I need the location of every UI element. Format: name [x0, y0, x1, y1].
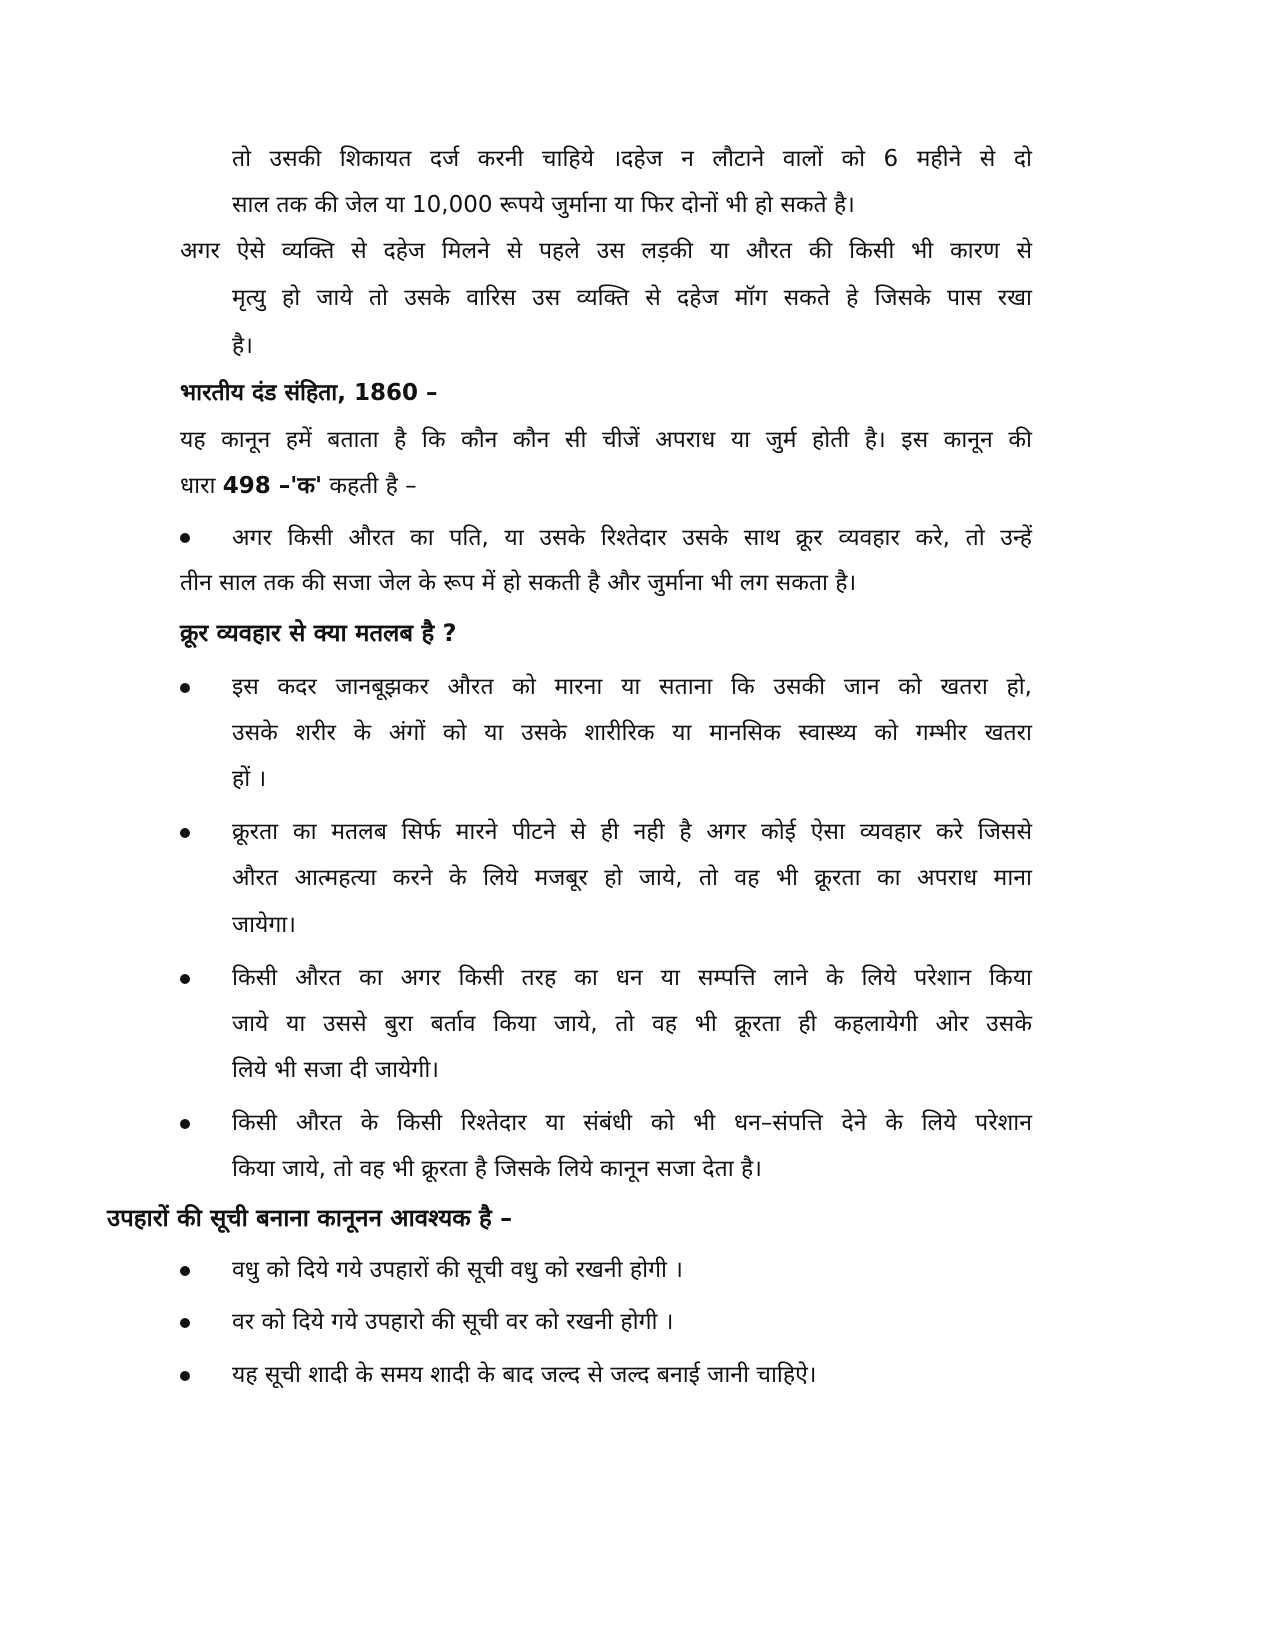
ipc-bullet-line-2: तीन साल तक की सजा जेल के रूप में हो सकती है और जुर्माना भी लग सकता है। — [180, 570, 857, 596]
gifts-item-2: वर को दिये गये उपहारो की सूची वर को रखनी होगी । — [232, 1309, 674, 1335]
cruelty-item-2-line-3: जायेगा। — [232, 912, 296, 938]
cruelty-item-2-line-1: क्रूरता का मतलब सिर्फ मारने पीटने से ही नही है अगर कोई ऐसा व्यवहार करे जिससे — [232, 819, 1032, 845]
gifts-item-3: यह सूची शादी के समय शादी के बाद जल्द से जल्द बनाई जानी चाहिऐ। — [232, 1362, 817, 1388]
ipc-para-suffix: कहती है – — [322, 473, 417, 499]
ipc-paragraph-line-2 — [180, 471, 417, 501]
bullet-icon — [180, 974, 190, 984]
cruelty-item-2-line-2: औरत आत्महत्या करने के लिये मजबूर हो जाये, तो वह भी क्रूरता का अपराध माना — [232, 865, 1032, 891]
ipc-para-prefix: धारा — [180, 473, 223, 499]
cruelty-item-1-line-1: इस कदर जानबूझकर औरत को मारना या सताना कि उसकी जान को खतरा हो, — [232, 674, 1032, 700]
bullet-icon — [180, 683, 190, 693]
ipc-bullet-line-1: अगर किसी औरत का पति, या उसके रिश्तेदार उसके साथ क्रूर व्यवहार करे, तो उन्हें — [232, 525, 1032, 551]
cruelty-heading: क्रूर व्यवहार से क्या मतलब है ? — [180, 619, 457, 647]
cruelty-item-1-line-3: हों । — [232, 766, 267, 792]
cruelty-item-3-line-1: किसी औरत का अगर किसी तरह का धन या सम्पत्ति लाने के लिये परेशान किया — [232, 965, 1032, 991]
cruelty-item-4-line-1: किसी औरत के किसी रिश्तेदार या संबंधी को भी धन–संपत्ति देने के लिये परेशान — [232, 1110, 1032, 1136]
cruelty-item-4-line-2: किया जाये, तो वह भी क्रूरता है जिसके लिये कानून सजा देता है। — [232, 1156, 762, 1182]
cruelty-item-3-line-2: जाये या उससे बुरा बर्ताव किया जाये, तो वह भी क्रूरता ही कहलायेगी ओर उसके — [232, 1011, 1032, 1037]
bullet-icon — [180, 1119, 190, 1129]
death-clause-line-3: है। — [232, 333, 253, 359]
death-clause-line-2: मृत्यु हो जाये तो उसके वारिस उस व्यक्ति से दहेज मॉग सकते हे जिसके पास रखा — [232, 285, 1032, 311]
ipc-heading: भारतीय दंड संहिता, 1860 – — [180, 380, 438, 406]
intro-line-1: तो उसकी शिकायत दर्ज करनी चाहिये ।दहेज न लौटाने वालों को 6 महीने से दो — [232, 146, 1032, 172]
bullet-icon — [180, 1318, 190, 1328]
bullet-icon — [180, 828, 190, 838]
bullet-icon — [180, 1371, 190, 1381]
gifts-item-1: वधु को दिये गये उपहारों की सूची वधु को रखनी होगी । — [232, 1257, 683, 1283]
cruelty-item-1-line-2: उसके शरीर के अंगों को या उसके शारीरिक या मानसिक स्वास्थ्य को गम्भीर खतरा — [232, 720, 1032, 746]
bullet-icon — [180, 1266, 190, 1276]
gifts-heading: उपहारों की सूची बनाना कानूनन आवश्यक है – — [107, 1204, 513, 1232]
intro-line-2: साल तक की जेल या 10,000 रूपये जुर्माना या फिर दोनों भी हो सकते है। — [232, 192, 855, 218]
ipc-paragraph-line-1: यह कानून हमें बताता है कि कौन कौन सी चीजें अपराध या जुर्म होती है। इस कानून की — [180, 427, 1032, 453]
cruelty-item-3-line-3: लिये भी सजा दी जायेगी। — [232, 1057, 439, 1083]
bullet-icon — [180, 533, 190, 543]
death-clause-line-1: अगर ऐसे व्यक्ति से दहेज मिलने से पहले उस लड़की या औरत की किसी भी कारण से — [180, 238, 1032, 264]
section-number: 498 –'क' — [222, 473, 323, 499]
